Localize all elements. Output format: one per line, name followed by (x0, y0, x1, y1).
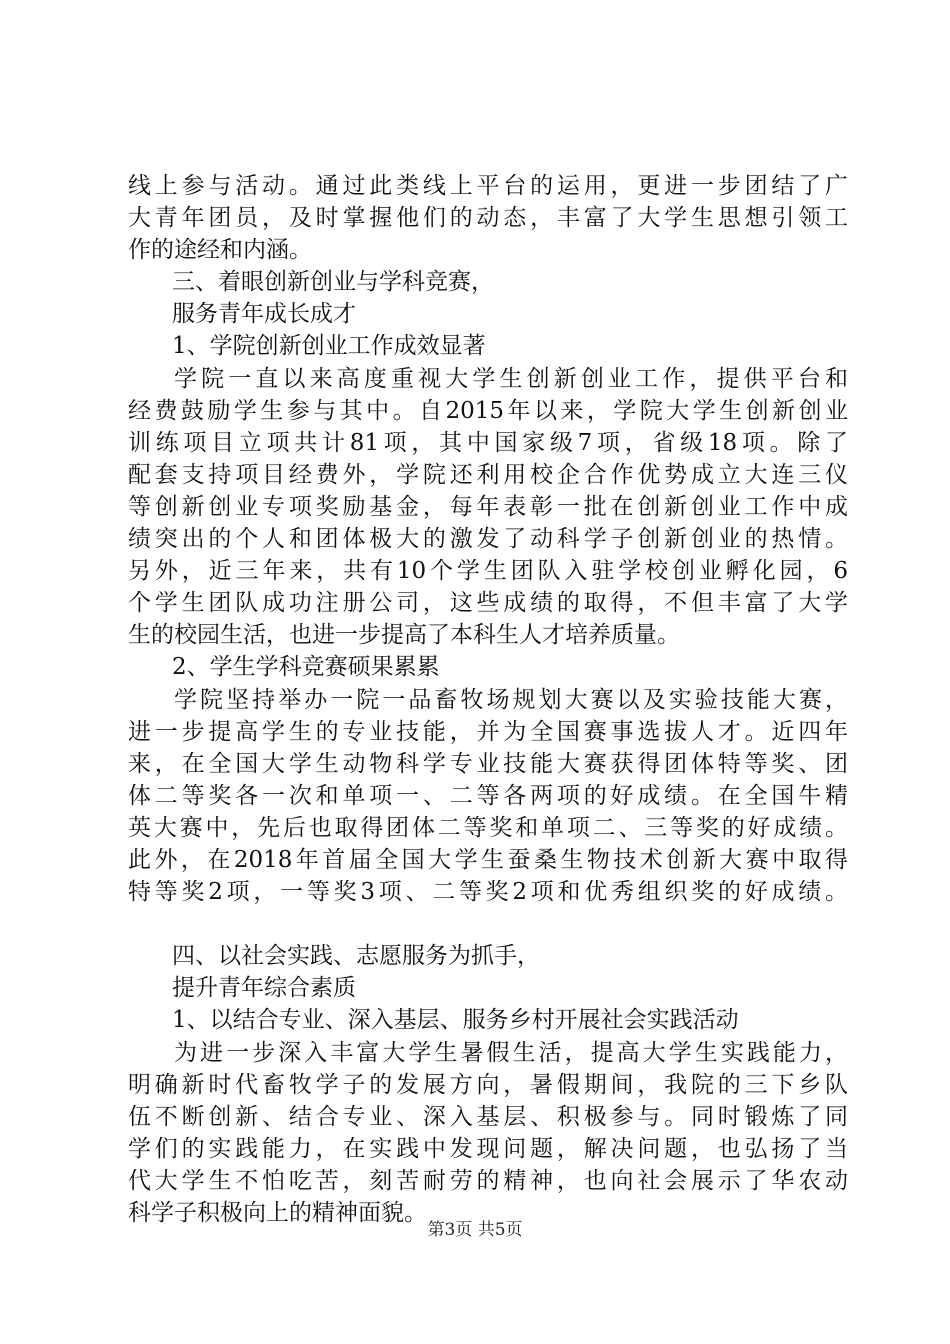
body-text-line: 英大赛中，先后也取得团体二等奖和单项二、三等奖的好成绩。 (128, 814, 848, 841)
document-body (128, 170, 848, 1229)
body-text-line: 配套支持项目经费外，学院还利用校企合作优势成立大连三仪 (128, 461, 848, 488)
section-heading-line: 服务青年成长成才 (172, 301, 356, 328)
section-heading-line: 提升青年综合素质 (172, 975, 356, 1002)
body-text-line: 明确新时代畜牧学子的发展方向，暑假期间，我院的三下乡队 (128, 1071, 848, 1098)
body-text-line: 学院坚持举办一院一品畜牧场规划大赛以及实验技能大赛， (174, 686, 848, 713)
body-text-line: 线上参与活动。通过此类线上平台的运用，更进一步团结了广 (128, 173, 848, 199)
body-text-line: 为进一步深入丰富大学生暑假生活，提高大学生实践能力， (174, 1039, 848, 1066)
blank-line (128, 908, 848, 940)
section-heading-line: 三、着眼创新创业与学科竞赛， (172, 269, 494, 296)
body-text-line: 科学子积极向上的精神面貌。 (128, 1200, 427, 1226)
subsection-heading: 1、学院创新创业工作成效显著 (172, 333, 486, 360)
body-text-line: 训练项目立项共计81项，其中国家级7项，省级18项。除了 (128, 429, 848, 456)
body-text-line: 经费鼓励学生参与其中。自2015年以来，学院大学生创新创业 (128, 397, 848, 424)
body-text-line: 特等奖2项，一等奖3项、二等奖2项和优秀组织奖的好成绩。 (128, 879, 848, 906)
body-text-line: 绩突出的个人和团体极大的激发了动科学子创新创业的热情。 (128, 526, 848, 553)
body-text-line: 来，在全国大学生动物科学专业技能大赛获得团体特等奖、团 (128, 750, 848, 777)
body-text-line: 另外，近三年来，共有10个学生团队入驻学校创业孵化园，6 (128, 558, 848, 585)
body-text-line: 代大学生不怕吃苦，刻苦耐劳的精神，也向社会展示了华农动 (128, 1167, 848, 1194)
body-text-line: 生的校园生活，也进一步提高了本科生人才培养质量。 (128, 622, 680, 649)
body-text-line: 体二等奖各一次和单项一、二等各两项的好成绩。在全国牛精 (128, 782, 848, 809)
body-text-line: 学院一直以来高度重视大学生创新创业工作，提供平台和 (174, 365, 848, 392)
body-text-line: 个学生团队成功注册公司，这些成绩的取得，不但丰富了大学 (128, 590, 848, 617)
body-text-line: 此外，在2018年首届全国大学生蚕桑生物技术创新大赛中取得 (128, 846, 848, 873)
page-footer (0, 1215, 950, 1240)
body-text-line: 作的途经和内涵。 (128, 237, 312, 264)
body-text-line: 学们的实践能力，在实践中发现问题，解决问题，也弘扬了当 (128, 1135, 848, 1162)
subsection-heading: 2、学生学科竞赛硕果累累 (172, 654, 440, 681)
page-number-label: 第3页 共5页 (427, 1220, 523, 1240)
body-text-line: 等创新创业专项奖励基金，每年表彰一批在创新创业工作中成 (128, 493, 848, 520)
subsection-heading: 1、以结合专业、深入基层、服务乡村开展社会实践活动 (172, 1007, 739, 1034)
body-text-line: 伍不断创新、结合专业、深入基层、积极参与。同时锻炼了同 (128, 1103, 848, 1130)
body-text-line: 大青年团员，及时掌握他们的动态，丰富了大学生思想引领工 (128, 205, 848, 232)
section-heading-line: 四、以社会实践、志愿服务为抓手， (172, 943, 540, 970)
body-text-line: 进一步提高学生的专业技能，并为全国赛事选拔人才。近四年 (128, 718, 848, 745)
